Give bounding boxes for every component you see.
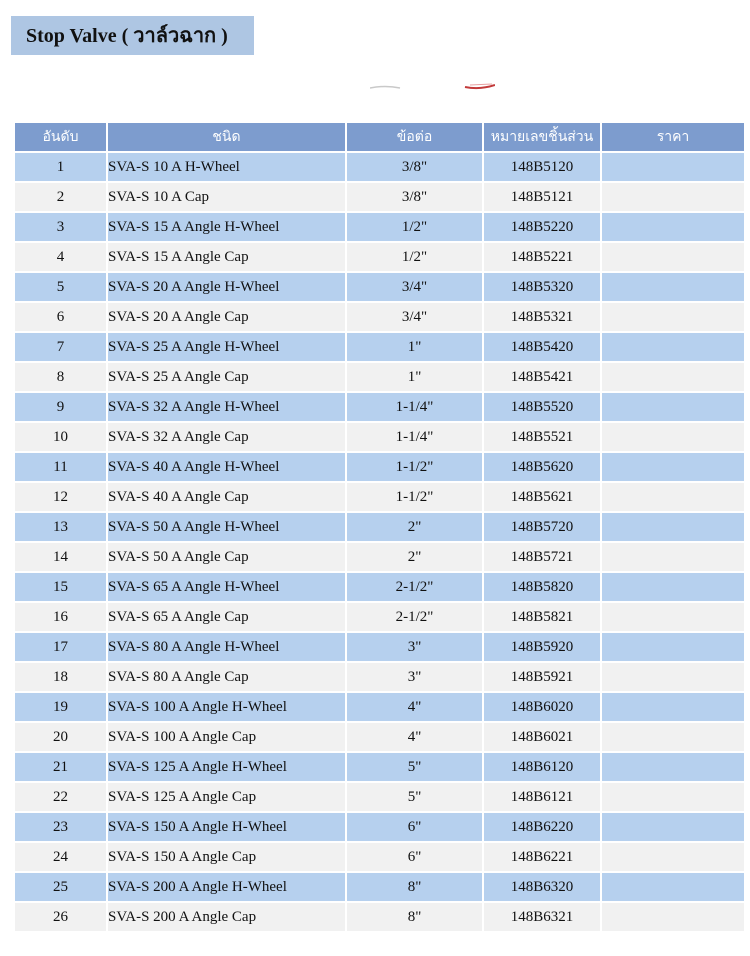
cell-type: SVA-S 65 A Angle Cap (108, 603, 345, 631)
cell-rank: 25 (15, 873, 106, 901)
cell-connection: 1" (347, 363, 482, 391)
cell-price (602, 183, 744, 211)
cell-connection: 4" (347, 723, 482, 751)
cell-connection: 1-1/4" (347, 393, 482, 421)
cell-price (602, 783, 744, 811)
cell-part-number: 148B5721 (484, 543, 600, 571)
cell-type: SVA-S 40 A Angle H-Wheel (108, 453, 345, 481)
table-row (15, 303, 744, 331)
cell-rank: 17 (15, 633, 106, 661)
cell-part-number: 148B5420 (484, 333, 600, 361)
page-title: Stop Valve ( วาล์วฉาก ) (11, 16, 254, 55)
cell-connection: 6" (347, 843, 482, 871)
cell-type: SVA-S 10 A Cap (108, 183, 345, 211)
cell-price (602, 903, 744, 931)
cell-type: SVA-S 200 A Angle H-Wheel (108, 873, 345, 901)
cell-rank: 22 (15, 783, 106, 811)
cell-part-number: 148B6021 (484, 723, 600, 751)
cell-part-number: 148B5321 (484, 303, 600, 331)
header-connection: ข้อต่อ (347, 123, 482, 151)
table-row (15, 753, 744, 781)
decorative-image-fragment (370, 82, 495, 90)
cell-type: SVA-S 10 A H-Wheel (108, 153, 345, 181)
cell-connection: 4" (347, 693, 482, 721)
table-row (15, 153, 744, 181)
cell-part-number: 148B6320 (484, 873, 600, 901)
cell-connection: 3/8" (347, 153, 482, 181)
cell-price (602, 273, 744, 301)
cell-price (602, 633, 744, 661)
cell-part-number: 148B5220 (484, 213, 600, 241)
cell-price (602, 843, 744, 871)
table-row (15, 213, 744, 241)
cell-connection: 2-1/2" (347, 603, 482, 631)
table-row (15, 873, 744, 901)
cell-rank: 14 (15, 543, 106, 571)
cell-part-number: 148B5320 (484, 273, 600, 301)
cell-type: SVA-S 100 A Angle Cap (108, 723, 345, 751)
cell-part-number: 148B5820 (484, 573, 600, 601)
cell-price (602, 603, 744, 631)
cell-rank: 12 (15, 483, 106, 511)
cell-price (602, 363, 744, 391)
cell-part-number: 148B5421 (484, 363, 600, 391)
cell-type: SVA-S 15 A Angle H-Wheel (108, 213, 345, 241)
table-row (15, 513, 744, 541)
cell-price (602, 153, 744, 181)
cell-rank: 10 (15, 423, 106, 451)
cell-type: SVA-S 80 A Angle H-Wheel (108, 633, 345, 661)
cell-part-number: 148B5920 (484, 633, 600, 661)
cell-connection: 1-1/2" (347, 453, 482, 481)
cell-connection: 2" (347, 513, 482, 541)
cell-price (602, 573, 744, 601)
cell-price (602, 813, 744, 841)
cell-rank: 9 (15, 393, 106, 421)
cell-rank: 18 (15, 663, 106, 691)
cell-part-number: 148B5720 (484, 513, 600, 541)
table-row (15, 693, 744, 721)
cell-price (602, 753, 744, 781)
table-header-row (15, 123, 744, 151)
cell-connection: 2" (347, 543, 482, 571)
cell-part-number: 148B5120 (484, 153, 600, 181)
cell-rank: 11 (15, 453, 106, 481)
cell-part-number: 148B6220 (484, 813, 600, 841)
cell-connection: 3" (347, 663, 482, 691)
cell-rank: 24 (15, 843, 106, 871)
table-row (15, 183, 744, 211)
cell-price (602, 873, 744, 901)
cell-rank: 7 (15, 333, 106, 361)
cell-type: SVA-S 32 A Angle H-Wheel (108, 393, 345, 421)
cell-connection: 5" (347, 783, 482, 811)
cell-part-number: 148B5620 (484, 453, 600, 481)
cell-part-number: 148B6221 (484, 843, 600, 871)
cell-type: SVA-S 15 A Angle Cap (108, 243, 345, 271)
cell-price (602, 513, 744, 541)
cell-connection: 1/2" (347, 213, 482, 241)
cell-part-number: 148B5921 (484, 663, 600, 691)
cell-connection: 3/4" (347, 273, 482, 301)
cell-price (602, 723, 744, 751)
table-row (15, 663, 744, 691)
cell-price (602, 243, 744, 271)
cell-type: SVA-S 20 A Angle Cap (108, 303, 345, 331)
table-row (15, 633, 744, 661)
cell-rank: 15 (15, 573, 106, 601)
cell-price (602, 393, 744, 421)
cell-type: SVA-S 20 A Angle H-Wheel (108, 273, 345, 301)
cell-part-number: 148B5121 (484, 183, 600, 211)
table-row (15, 603, 744, 631)
cell-part-number: 148B5621 (484, 483, 600, 511)
cell-price (602, 213, 744, 241)
cell-rank: 13 (15, 513, 106, 541)
cell-type: SVA-S 65 A Angle H-Wheel (108, 573, 345, 601)
cell-rank: 21 (15, 753, 106, 781)
cell-rank: 20 (15, 723, 106, 751)
cell-type: SVA-S 50 A Angle Cap (108, 543, 345, 571)
cell-connection: 3" (347, 633, 482, 661)
cell-type: SVA-S 150 A Angle H-Wheel (108, 813, 345, 841)
price-table (13, 121, 746, 933)
cell-connection: 2-1/2" (347, 573, 482, 601)
table-row (15, 573, 744, 601)
cell-part-number: 148B5520 (484, 393, 600, 421)
cell-type: SVA-S 125 A Angle H-Wheel (108, 753, 345, 781)
cell-rank: 4 (15, 243, 106, 271)
cell-type: SVA-S 80 A Angle Cap (108, 663, 345, 691)
cell-rank: 19 (15, 693, 106, 721)
cell-rank: 2 (15, 183, 106, 211)
cell-part-number: 148B6321 (484, 903, 600, 931)
cell-connection: 1" (347, 333, 482, 361)
table-row (15, 843, 744, 871)
cell-rank: 23 (15, 813, 106, 841)
cell-connection: 3/8" (347, 183, 482, 211)
table-body (15, 153, 744, 931)
cell-price (602, 333, 744, 361)
table-row (15, 333, 744, 361)
cell-connection: 5" (347, 753, 482, 781)
table-row (15, 813, 744, 841)
cell-connection: 1-1/4" (347, 423, 482, 451)
table-row (15, 543, 744, 571)
cell-rank: 6 (15, 303, 106, 331)
table-row (15, 243, 744, 271)
cell-price (602, 663, 744, 691)
cell-type: SVA-S 150 A Angle Cap (108, 843, 345, 871)
header-part-number: หมายเลขชิ้นส่วน (484, 123, 600, 151)
cell-price (602, 693, 744, 721)
cell-part-number: 148B6121 (484, 783, 600, 811)
table-row (15, 723, 744, 751)
cell-rank: 26 (15, 903, 106, 931)
table-row (15, 453, 744, 481)
cell-rank: 3 (15, 213, 106, 241)
cell-connection: 1/2" (347, 243, 482, 271)
cell-type: SVA-S 25 A Angle H-Wheel (108, 333, 345, 361)
cell-price (602, 483, 744, 511)
cell-type: SVA-S 200 A Angle Cap (108, 903, 345, 931)
cell-price (602, 303, 744, 331)
cell-part-number: 148B6020 (484, 693, 600, 721)
cell-rank: 16 (15, 603, 106, 631)
cell-connection: 3/4" (347, 303, 482, 331)
cell-type: SVA-S 125 A Angle Cap (108, 783, 345, 811)
table-row (15, 393, 744, 421)
header-price: ราคา (602, 123, 744, 151)
cell-price (602, 423, 744, 451)
cell-type: SVA-S 32 A Angle Cap (108, 423, 345, 451)
cell-connection: 6" (347, 813, 482, 841)
cell-part-number: 148B5221 (484, 243, 600, 271)
cell-connection: 8" (347, 903, 482, 931)
cell-type: SVA-S 25 A Angle Cap (108, 363, 345, 391)
cell-part-number: 148B6120 (484, 753, 600, 781)
cell-connection: 1-1/2" (347, 483, 482, 511)
table-row (15, 783, 744, 811)
table-row (15, 903, 744, 931)
cell-price (602, 543, 744, 571)
table-row (15, 363, 744, 391)
table-row (15, 273, 744, 301)
header-rank: อันดับ (15, 123, 106, 151)
cell-type: SVA-S 100 A Angle H-Wheel (108, 693, 345, 721)
table-row (15, 483, 744, 511)
cell-connection: 8" (347, 873, 482, 901)
header-type: ชนิด (108, 123, 345, 151)
table-row (15, 423, 744, 451)
cell-price (602, 453, 744, 481)
cell-type: SVA-S 40 A Angle Cap (108, 483, 345, 511)
cell-part-number: 148B5521 (484, 423, 600, 451)
cell-rank: 1 (15, 153, 106, 181)
cell-rank: 8 (15, 363, 106, 391)
cell-type: SVA-S 50 A Angle H-Wheel (108, 513, 345, 541)
cell-part-number: 148B5821 (484, 603, 600, 631)
cell-rank: 5 (15, 273, 106, 301)
